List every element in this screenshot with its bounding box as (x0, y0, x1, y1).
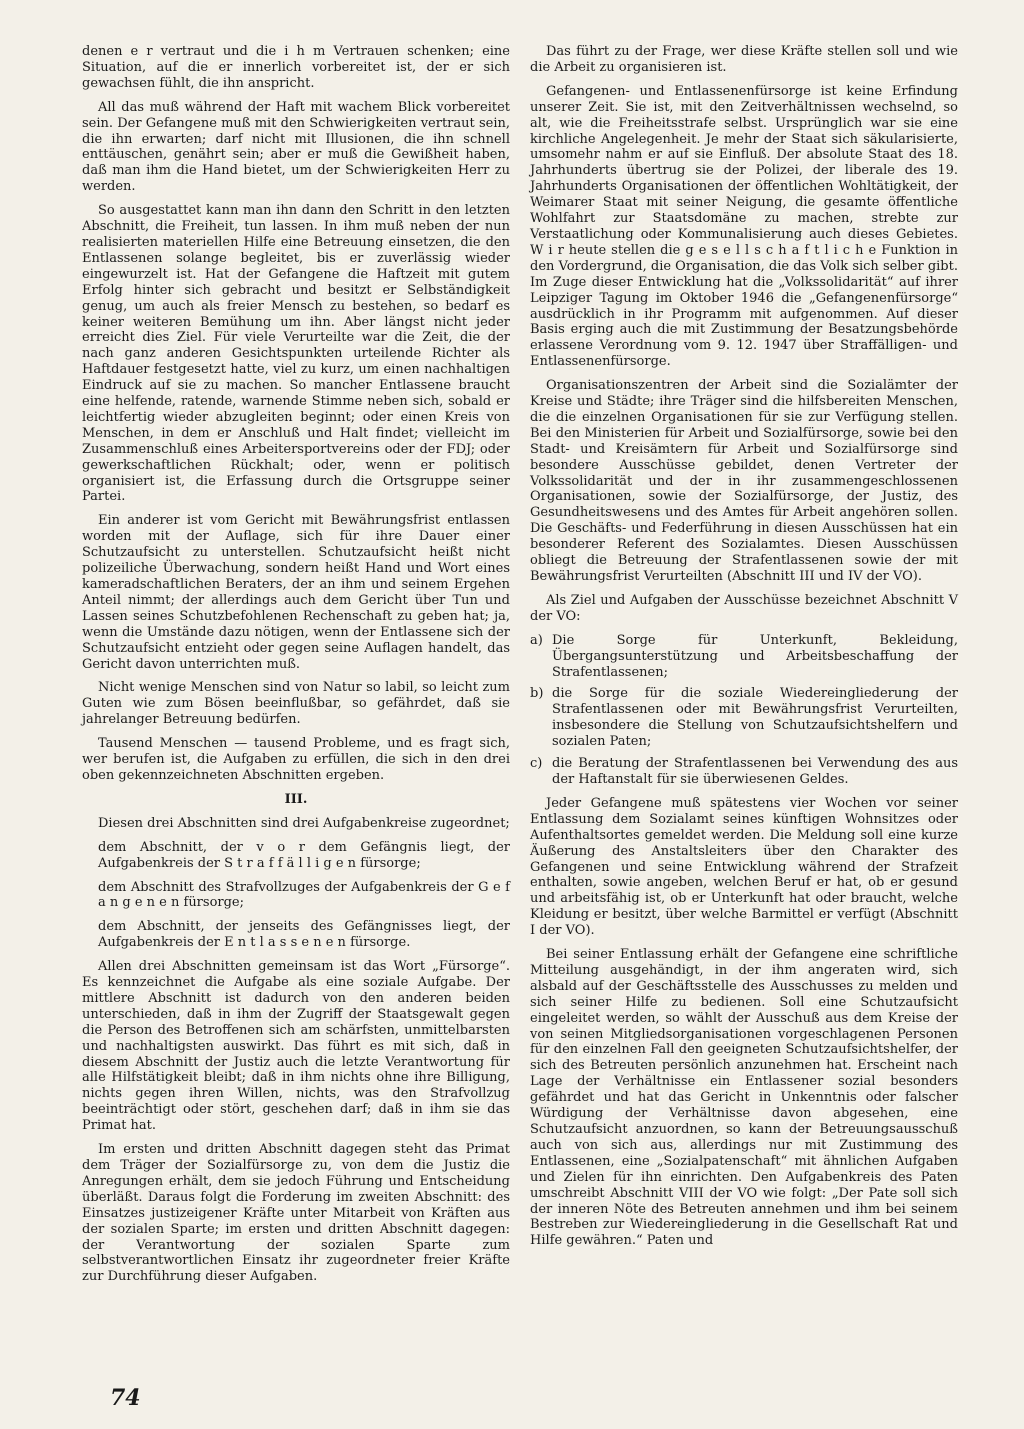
page-number: 74 (110, 1385, 141, 1411)
paragraph: Gefangenen- und Entlassenenfürsorge ist keine Erfindung unserer Zeit. Sie ist, mit den Zeitverhältnissen wechselnd, so alt, wie die Freiheitsstrafe selbst. Ursprünglich war sie eine kirchliche Angelegenheit. Je mehr der Staat sich säkularisierte, umsomehr nahm er auf sie Einfluß. Der absolute Staat des 18. Jahrhunderts übertrug sie der Polizei, der liberale des 19. Jahrhunderts Organisationen der öffentlichen Wohltätigkeit, der Weimarer Staat mit seiner Neigung, die gesamte öffentliche Wohlfahrt zur Staatsdomäne zu machen, strebte zur Verstaatlichung oder Kommunalisierung auch dieses Gebietes. W i r heute stellen die g e s e l l s c h a f t l i c h e Funktion in den Vordergrund, die Organisation, die das Volk sich selber gibt. Im Zuge dieser Entwicklung hat die „Volkssolidarität“ auf ihrer Leipziger Tagung im Oktober 1946 die „Gefangenenfürsorge“ ausdrücklich in ihr Programm mit aufgenommen. Auf dieser Basis erging auch die mit Zustimmung der Besatzungsbehörde erlassene Verordnung vom 9. 12. 1947 über Straffälligen- und Entlassenenfürsorge. (530, 83, 958, 370)
list-marker: b) (530, 686, 544, 702)
paragraph: Jeder Gefangene muß spätestens vier Wochen vor seiner Entlassung dem Sozialamt seines künftigen Wohnsitzes oder Aufenthaltsortes gemeldet werden. Die Meldung soll eine kurze Äußerung des Anstaltsleiters über den Charakter des Gefangenen und seine Entwicklung während der Strafzeit enthalten, sowie angeben, welchen Beruf er hat, ob er gesund und arbeitsfähig ist, ob er Unterkunft hat oder braucht, welche Kleidung er besitzt, über welche Barmittel er verfügt (Abschnitt I der VO). (530, 795, 958, 939)
list-marker: c) (530, 756, 543, 772)
list-item (530, 756, 958, 788)
paragraph: Bei seiner Entlassung erhält der Gefangene eine schriftliche Mitteilung ausgehändigt, in der ihm angeraten wird, sich alsbald auf der Geschäftsstelle des Ausschusses zu melden und sich seiner Hilfe zu bedienen. Soll eine Schutzaufsicht eingeleitet werden, so wählt der Ausschuß aus dem Kreise der von seinen Mitgliedsorganisationen vorgeschlagenen Personen für den einzelnen Fall den geeigneten Schutzaufsichtshelfer, der sich des Betreuten persönlich anzunehmen hat. Erscheint nach Lage der Verhältnisse ein Entlassener sozial besonders gefährdet und hat das Gericht in Unkenntnis oder falscher Würdigung der Verhältnisse davon abgesehen, eine Schutzaufsicht anzuordnen, so kann der Betreuungsausschuß auch von sich aus, allerdings nur mit Zustimmung des Entlassenen, eine „Sozialpatenschaft“ mit ähnlichen Aufgaben und Zielen für ihn einrichten. Den Aufgabenkreis des Paten umschreibt Abschnitt VIII der VO wie folgt: „Der Pate soll sich der inneren Nöte des Betreuten annehmen und ihm bei seinem Bestreben zur Wiedereingliederung in die Gesellschaft Rat und Hilfe gewähren.“ Paten und (530, 947, 958, 1249)
paragraph: Ein anderer ist vom Gericht mit Bewährungsfrist entlassen worden mit der Auflage, sich für ihre Dauer einer Schutzaufsicht zu unterstellen. Schutzaufsicht heißt nicht polizeiliche Überwachung, sondern heißt Hand und Wort eines kameradschaftlichen Beraters, der an ihm und seinem Ergehen Anteil nimmt; der allerdings auch dem Gericht über Tun und Lassen seines Schutzbefohlenen Rechenschaft zu geben hat; ja, wenn die Umstände dazu nötigen, wenn der Entlassene sich der Schutzaufsicht entzieht oder gegen seine Auflagen handelt, das Gericht davon unterrichten muß. (82, 513, 510, 672)
paragraph: dem Abschnitt, der jenseits des Gefängnisses liegt, der Aufgabenkreis der E n t l a s s e n e n fürsorge. (98, 919, 510, 951)
list-marker: a) (530, 632, 543, 648)
list-item (530, 686, 958, 750)
paragraph: Als Ziel und Aufgaben der Ausschüsse bezeichnet Abschnitt V der VO: (530, 592, 958, 624)
right-column (530, 44, 958, 1257)
paragraph: Nicht wenige Menschen sind von Natur so labil, so leicht zum Guten wie zum Bösen beeinflußbar, so gefährdet, daß sie jahrelanger Betreuung bedürfen. (82, 680, 510, 728)
list-item-text: Die Sorge für Unterkunft, Bekleidung, Übergangsunterstützung und Arbeitsbeschaffung der Strafentlassenen; (552, 632, 958, 680)
paragraph: Organisationszentren der Arbeit sind die Sozialämter der Kreise und Städte; ihre Träger sind die hilfsbereiten Menschen, die die einzelnen Organisationen für sie zur Verfügung stellen. Bei den Ministerien für Arbeit und Sozialfürsorge, sowie bei den Stadt- und Kreisämtern für Arbeit und Sozialfürsorge sind besondere Ausschüsse gebildet, denen Vertreter der Volkssolidarität und der in ihr zusammengeschlossenen Organisationen, sowie der Sozialfürsorge, der Justiz, des Gesundheitswesens und des Amtes für Arbeit angehören sollen. Die Geschäfts- und Federführung in diesen Ausschüssen hat ein besonderer Referent des Sozialamtes. Diesen Ausschüssen obliegt die Betreuung der Strafentlassenen sowie der mit Bewährungsfrist Verurteilten (Abschnitt III und IV der VO). (530, 378, 958, 584)
paragraph: All das muß während der Haft mit wachem Blick vorbereitet sein. Der Gefangene muß mit den Schwierigkeiten vertraut sein, die ihn erwarten; darf nicht mit Illusionen, die ihn schnell enttäuschen, genährt sein; aber er muß die Gewißheit haben, daß man ihm die Hand bietet, um der Schwierigkeiten Herr zu werden. (82, 99, 510, 195)
list-item (530, 633, 958, 681)
paragraph: Im ersten und dritten Abschnitt dagegen steht das Primat dem Träger der Sozialfürsorge zu, von dem die Justiz die Anregungen erhält, dem sie jedoch Führung und Entscheidung überläßt. Daraus folgt die Forderung im zweiten Abschnitt: des Einsatzes justizeigener Kräfte unter Mitarbeit von Kräften aus der sozialen Sparte; im ersten und dritten Abschnitt dagegen: der Verantwortung der sozialen Sparte zum selbstverantwortlichen Einsatz ihr zugeordneter freier Kräfte zur Durchführung dieser Aufgaben. (82, 1142, 510, 1285)
paragraph: Diesen drei Abschnitten sind drei Aufgabenkreise zugeordnet; (98, 815, 510, 831)
list-item-text: die Sorge für die soziale Wiedereingliederung der Strafentlassenen oder mit Bewährungsfrist Verurteilten, insbesondere die Stellung von Schutzaufsichtshelfern und sozialen Paten; (552, 686, 958, 750)
task-list (530, 633, 958, 788)
left-column (82, 44, 510, 1293)
paragraph: Das führt zu der Frage, wer diese Kräfte stellen soll und wie die Arbeit zu organisieren ist. (530, 44, 958, 75)
list-item-text: die Beratung der Strafentlassenen bei Verwendung des aus der Haftanstalt für sie überwiesenen Geldes. (552, 756, 958, 787)
paragraph: So ausgestattet kann man ihn dann den Schritt in den letzten Abschnitt, die Freiheit, tun lassen. In ihm muß neben der nun realisierten materiellen Hilfe eine Betreuung einsetzen, die den Entlassenen solange begleitet, bis er zuverlässig wieder eingewurzelt ist. Hat der Gefangene die Haftzeit mit gutem Erfolg hinter sich gebracht und besitzt er Selbständigkeit genug, um auch als freier Mensch zu bestehen, so bedarf es keiner weiteren Bemühung um ihn. Aber längst nicht jeder erreicht dies Ziel. Für viele Verurteilte war die Zeit, die der nach ganz anderen Gesichtspunkten urteilende Richter als Haftdauer festgesetzt hatte, viel zu kurz, um einen nachhaltigen Eindruck auf sie zu machen. So mancher Entlassene braucht eine helfende, ratende, warnende Stimme neben sich, sobald er leichtfertig wieder abzugleiten beginnt; oder einen Kreis von Menschen, in dem er Anschluß und Halt findet; vielleicht im Zusammenschluß eines Arbeitersportvereins oder der FDJ; oder gewerkschaftlichen Rückhalt; oder, wenn er politisch organisiert ist, die Erfassung durch die Ortsgruppe seiner Partei. (82, 203, 510, 505)
paragraph: Tausend Menschen — tausend Probleme, und es fragt sich, wer berufen ist, die Aufgaben zu erfüllen, die sich in den drei oben gekennzeichneten Abschnitten ergeben. (82, 736, 510, 783)
paragraph: dem Abschnitt, der v o r dem Gefängnis liegt, der Aufgabenkreis der S t r a f f ä l l i g e n fürsorge; (98, 839, 510, 871)
paragraph: denen e r vertraut und die i h m Vertrauen schenken; eine Situation, auf die er innerlich vorbereitet ist, der er sich gewachsen fühlt, die ihn anspricht. (82, 44, 510, 91)
section-heading: III. (284, 791, 308, 807)
paragraph: Allen drei Abschnitten gemeinsam ist das Wort „Fürsorge“. Es kennzeichnet die Aufgabe als eine soziale Aufgabe. Der mittlere Abschnitt ist dadurch von den anderen beiden unterschieden, daß in ihm der Zugriff der Staatsgewalt gegen die Person des Betroffenen sich am schärfsten, unmittelbarsten und nachhaltigsten auswirkt. Das führt es mit sich, daß in diesem Abschnitt der Justiz auch die letzte Verantwortung für alle Hilfstätigkeit bleibt; daß in ihm nichts ohne ihre Billigung, nichts gegen ihren Willen, nichts, was den Strafvollzug beeinträchtigt oder stört, geschehen darf; daß in ihm sie das Primat hat. (82, 959, 510, 1134)
paragraph: dem Abschnitt des Strafvollzuges der Aufgabenkreis der G e f a n g e n e n fürsorge; (98, 879, 510, 911)
